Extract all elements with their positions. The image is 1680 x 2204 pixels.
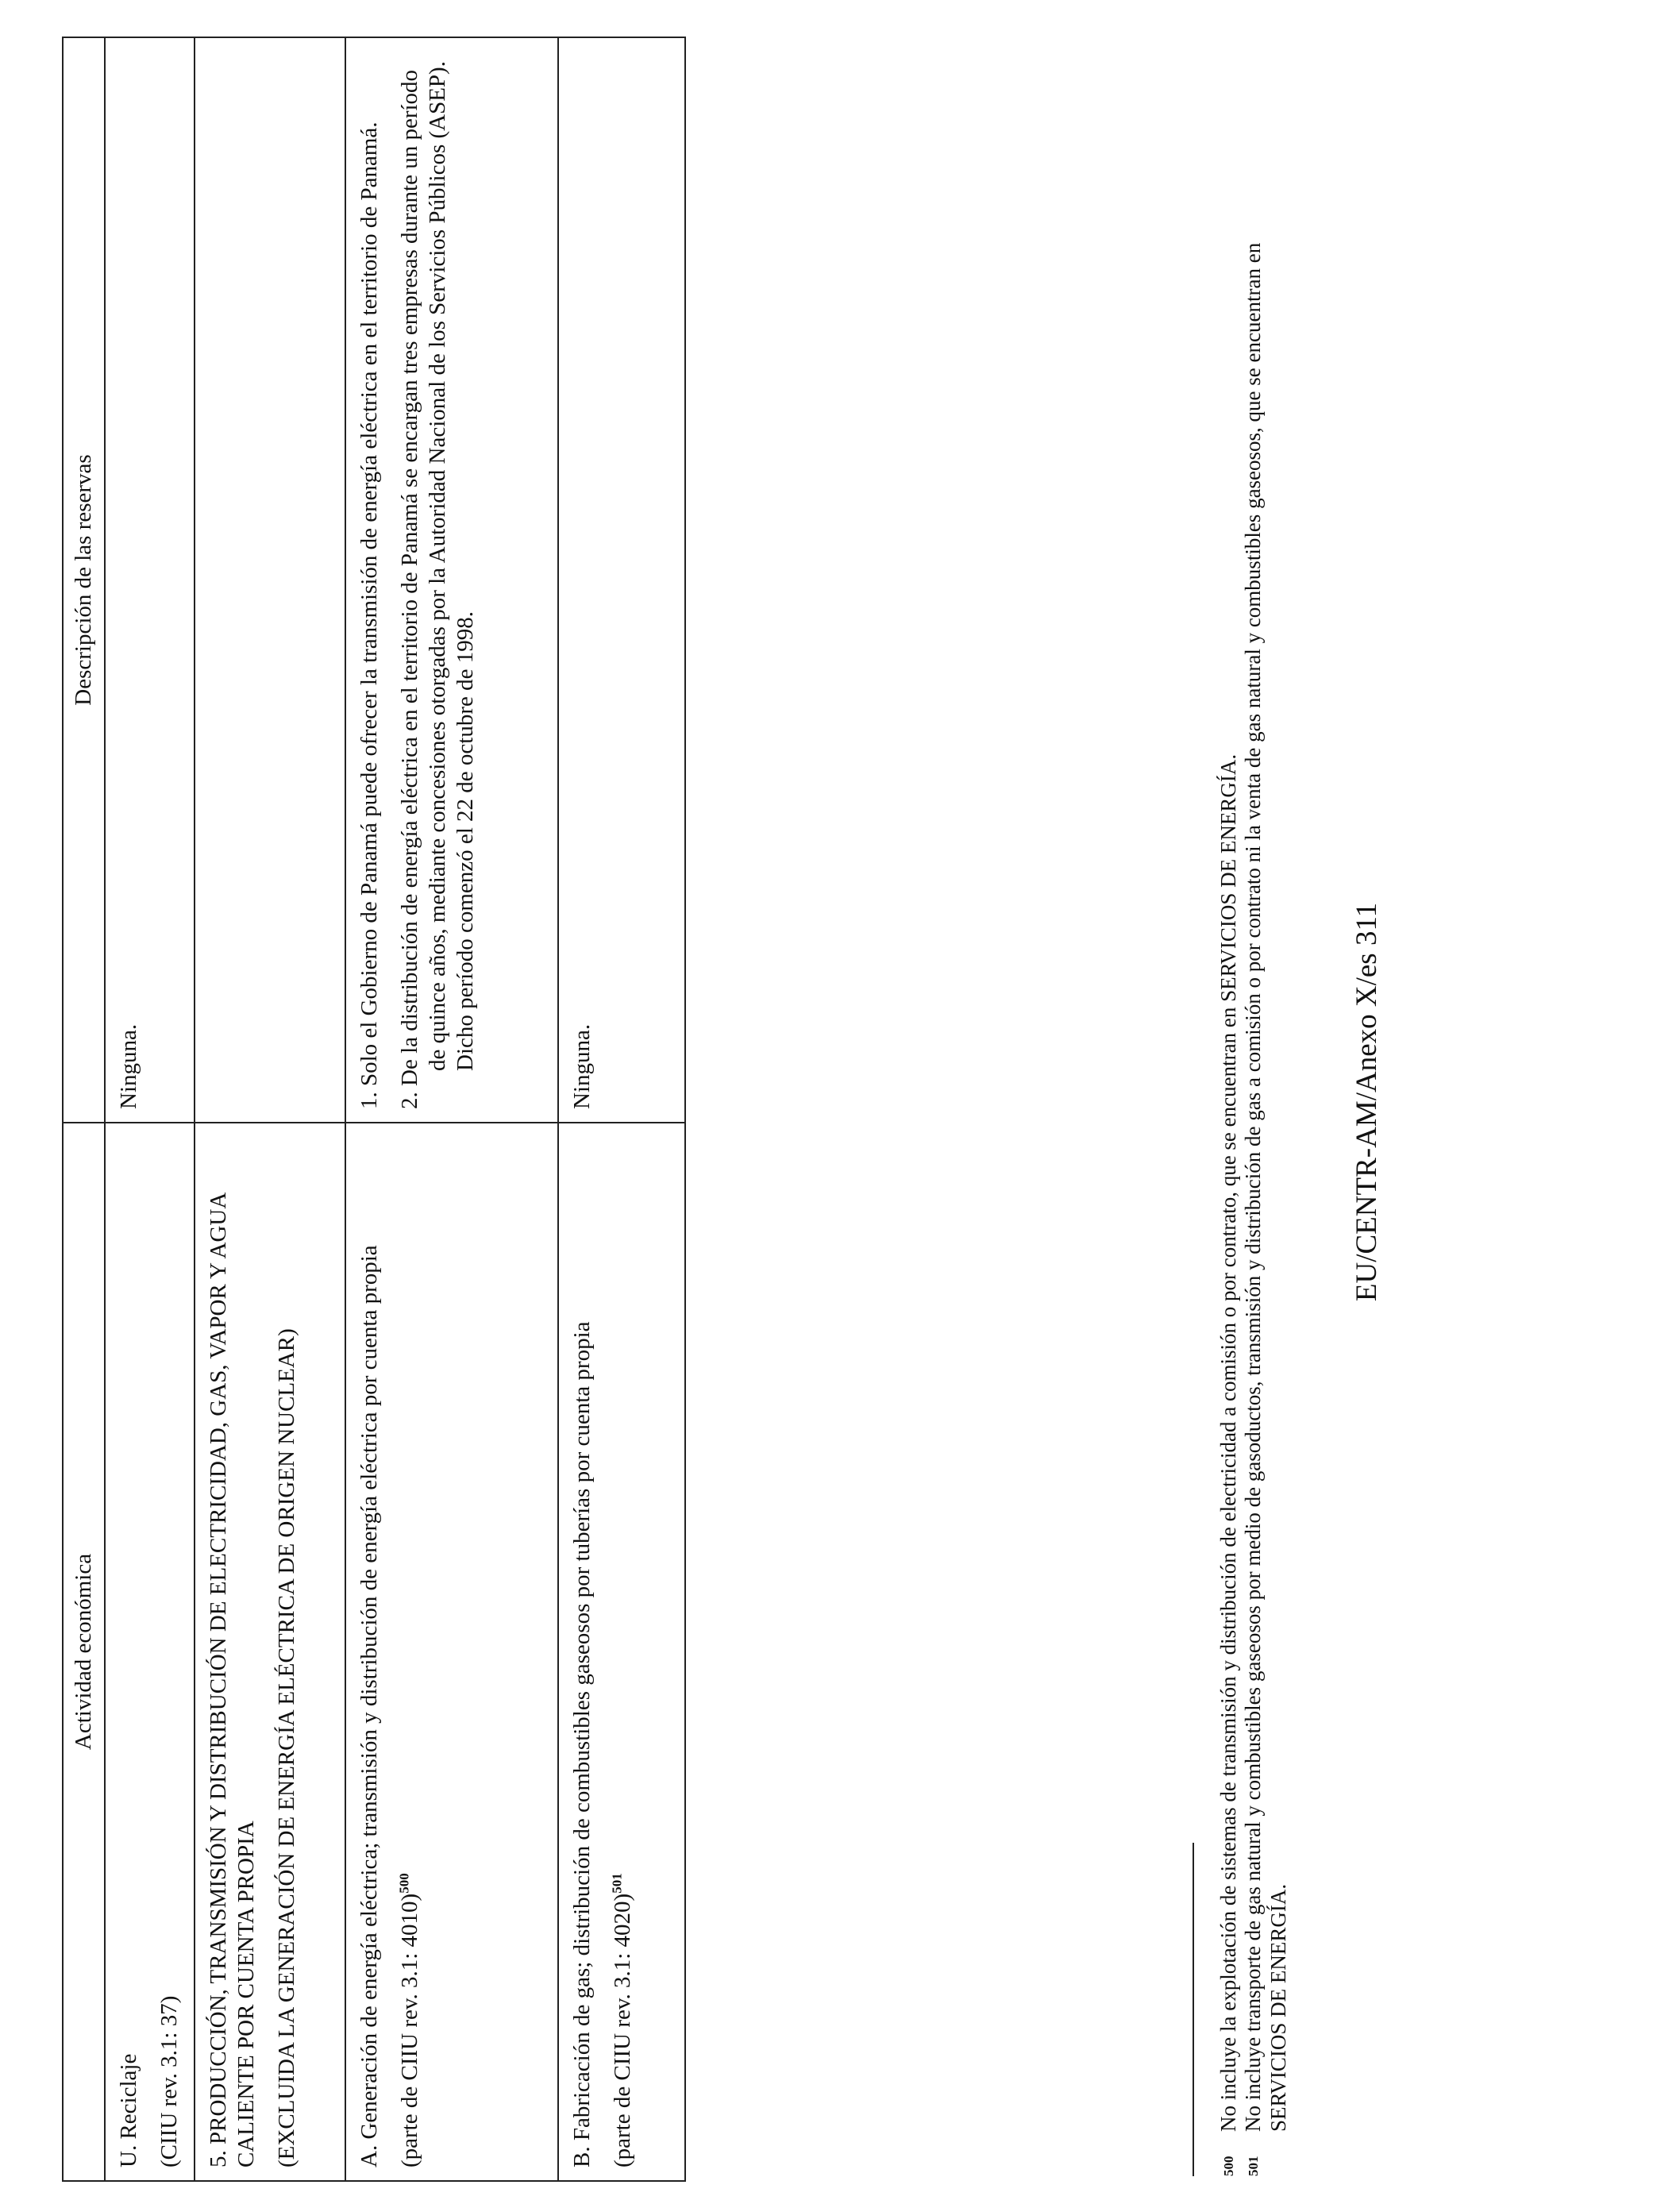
footnote-number: 500 xyxy=(1221,2156,1236,2176)
activity-cell xyxy=(558,1123,685,2181)
activity-code: (parte de CIIU rev. 3.1: 4010)$^{500}$ xyxy=(396,1873,423,2167)
footnote-item xyxy=(1216,144,1241,2176)
reserve-item: 1. Solo el Gobierno de Panamá puede ofrecer la transmisión de energía eléctrica en el territorio de Panamá. xyxy=(356,121,383,1109)
reserves-cell xyxy=(195,37,345,1123)
reserves-cell xyxy=(105,37,195,1123)
activity-code: (parte de CIIU rev. 3.1: 4020)$^{501}$ xyxy=(609,1873,636,2167)
footnote-item xyxy=(1241,144,1291,2176)
table-row xyxy=(345,37,558,2181)
footnote-text: No incluye la explotación de sistemas de transmisión y distribución de electricidad a comisión o por contrato, que se encuentran en SERVICIOS DE ENERGÍA. xyxy=(1216,753,1240,2132)
footnote-ref: 500 xyxy=(396,1873,412,1894)
section-title: 5. PRODUCCIÓN, TRANSMISIÓN Y DISTRIBUCIÓN DE ELECTRICIDAD, GAS, VAPOR Y AGUA CALIENTE POR CUENTA PROPIA xyxy=(206,1193,260,2167)
reserves-cell xyxy=(558,37,685,1123)
page-footer: EU/CENTR-AM/Anexo X/es 311 xyxy=(1351,902,1383,1302)
header-activity: Actividad económica xyxy=(63,1123,105,2181)
activity-cell xyxy=(195,1123,345,2181)
footnote-number: 501 xyxy=(1246,2156,1262,2176)
header-reserves: Descripción de las reservas xyxy=(63,37,105,1123)
table-header-row xyxy=(63,37,105,2181)
activity-title: A. Generación de energía eléctrica; transmisión y distribución de energía eléctrica por cuenta propia xyxy=(356,1245,383,2167)
reserve-text: Ninguna. xyxy=(569,1023,595,1109)
footnote-separator xyxy=(1193,1843,1194,2176)
activity-title: U. Reciclaje xyxy=(115,2053,141,2167)
reserve-text: Ninguna. xyxy=(115,1023,141,1109)
footnote-text: No incluye transporte de gas natural y combustibles gaseosos por medio de gasoductos, transmisión y distribución de gas a comisión o por contrato ni la venta de gas natural y combustibles gaseosos, que se encuentran en SERVICIOS DE ENERGÍA. xyxy=(1241,242,1290,2132)
reserve-item: 2. De la distribución de energía eléctrica en el territorio de Panamá se encargan tres empresas durante un período de quince años, mediante concesiones otorgadas por la Autoridad Nacional de los Servicios Públicos (ASEP). Dicho período comenzó el 22 de octubre de 1998. xyxy=(397,61,478,1109)
activity-code: (CIIU rev. 3.1: 37) xyxy=(156,1995,182,2167)
table-row xyxy=(558,37,685,2181)
activity-title: B. Fabricación de gas; distribución de combustibles gaseosos por tuberías por cuenta propia xyxy=(569,1321,595,2167)
activity-cell xyxy=(105,1123,195,2181)
activity-cell xyxy=(345,1123,558,2181)
table-row xyxy=(195,37,345,2181)
footnotes xyxy=(1216,144,1291,2176)
reservations-table xyxy=(62,37,686,2182)
table-row xyxy=(105,37,195,2181)
reserves-cell xyxy=(345,37,558,1123)
footnote-ref: 501 xyxy=(609,1873,625,1894)
section-exclusion: (EXCLUIDA LA GENERACIÓN DE ENERGÍA ELÉCTRICA DE ORIGEN NUCLEAR) xyxy=(273,1328,299,2167)
